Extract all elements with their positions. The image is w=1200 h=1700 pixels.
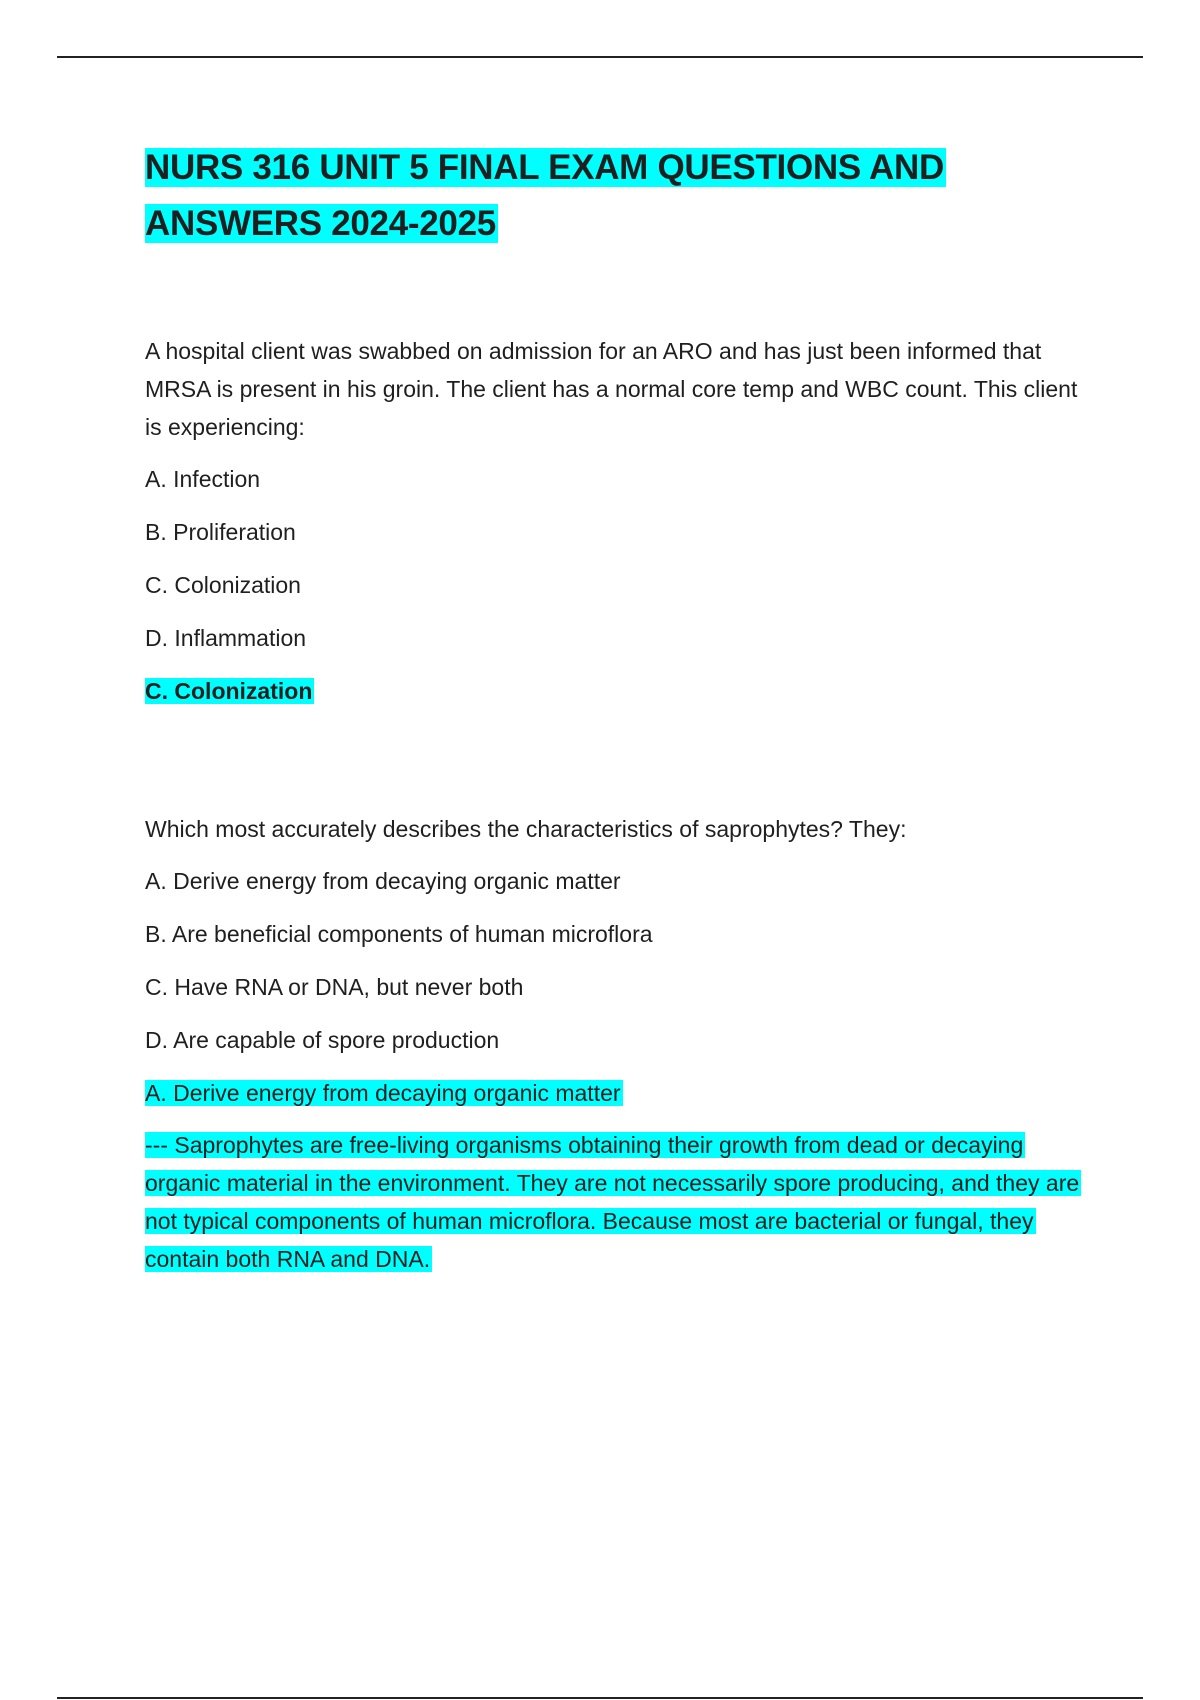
answer-option-d: D. Are capable of spore production [145, 1027, 500, 1053]
answer-option-a: A. Derive energy from decaying organic matter [145, 868, 621, 894]
answer-highlight: C. Colonization [145, 678, 313, 704]
correct-answer [145, 1074, 1090, 1112]
document-body [145, 140, 1090, 1278]
answer-option-c: C. Colonization [145, 572, 301, 598]
answer-option-a: A. Infection [145, 466, 261, 492]
explanation-highlight: --- Saprophytes are free-living organisms obtaining their growth from dead or decaying organic material in the environment. They are not necessarily spore producing, and they are not typical components of human microflora. Because most are bacterial or fungal, they contain both RNA and DNA. [145, 1132, 1080, 1272]
answer-highlight: A. Derive energy from decaying organic matter [145, 1080, 621, 1106]
answer-option-c: C. Have RNA or DNA, but never both [145, 974, 524, 1000]
header-rule [57, 56, 1143, 58]
title-highlight: NURS 316 UNIT 5 FINAL EXAM QUESTIONS AND ANSWERS 2024-2025 [145, 148, 944, 243]
correct-answer [145, 672, 1090, 710]
footer-rule [57, 1697, 1143, 1699]
answer-option-b: B. Proliferation [145, 519, 296, 545]
question-block-2 [145, 810, 1090, 1278]
document-title [145, 140, 1090, 252]
answer-option-b: B. Are beneficial components of human microflora [145, 921, 653, 947]
question-text: Which most accurately describes the characteristics of saprophytes? They: [145, 816, 907, 842]
answer-explanation [145, 1126, 1090, 1278]
question-block-1 [145, 332, 1090, 710]
question-text: A hospital client was swabbed on admission for an ARO and has just been informed that MRSA is present in his groin. The client has a normal core temp and WBC count. This client is experiencing: [145, 338, 1078, 440]
answer-option-d: D. Inflammation [145, 625, 307, 651]
